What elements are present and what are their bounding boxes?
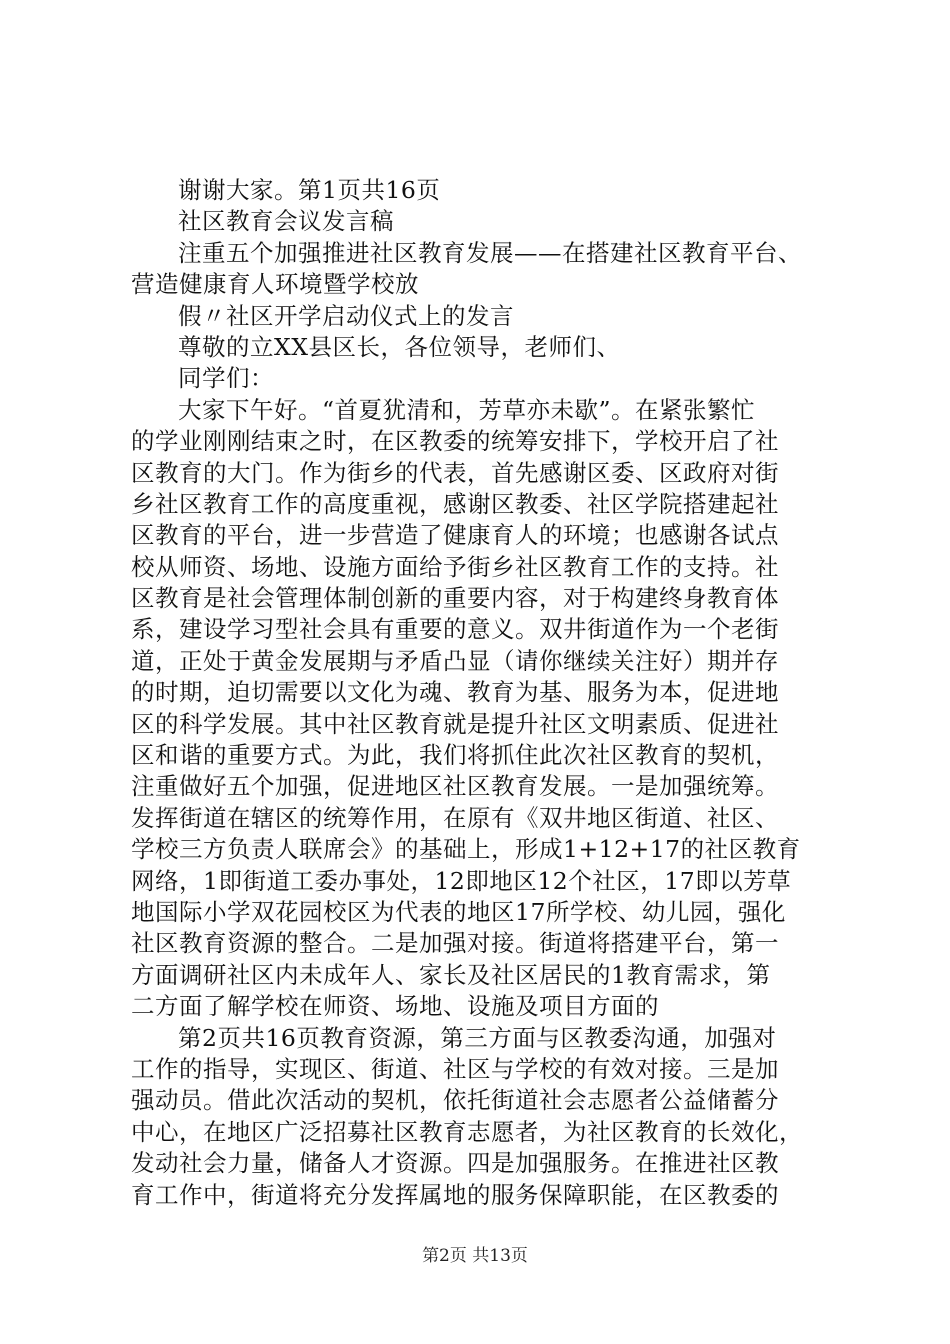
text-line: 同学们： [178, 364, 274, 393]
text-line: 注重做好五个加强，促进地区社区教育发展。一是加强统筹。 [131, 772, 779, 801]
text-line: 工作的指导，实现区、街道、社区与学校的有效对接。三是加 [131, 1054, 779, 1083]
text-line: 第2页共16页教育资源，第三方面与区教委沟通，加强对 [178, 1023, 777, 1052]
text-line: 大家下午好。“首夏犹清和，芳草亦未歇”。在紧张繁忙 [178, 395, 756, 424]
text-line: 区教育的大门。作为街乡的代表，首先感谢区委、区政府对街 [131, 458, 779, 487]
text-line: 营造健康育人环境暨学校放 [131, 270, 419, 299]
text-line: 注重五个加强推进社区教育发展——在搭建社区教育平台、 [178, 238, 802, 267]
text-line: 地国际小学双花园校区为代表的地区17所学校、幼儿园，强化 [131, 897, 786, 926]
text-line: 育工作中，街道将充分发挥属地的服务保障职能，在区教委的 [131, 1180, 779, 1209]
text-line: 区教育的平台，进一步营造了健康育人的环境；也感谢各试点 [131, 521, 779, 550]
page-footer [0, 1244, 950, 1268]
text-line: 假〃社区开学启动仪式上的发言 [178, 301, 514, 330]
text-line: 谢谢大家。第1页共16页 [178, 176, 441, 204]
text-line: 二方面了解学校在师资、场地、设施及项目方面的 [131, 992, 659, 1021]
text-line: 道，正处于黄金发展期与矛盾凸显（请你继续关注好）期并存 [131, 646, 779, 675]
text-line: 方面调研社区内未成年人、家长及社区居民的1教育需求，第 [131, 960, 771, 989]
text-line: 区教育是社会管理体制创新的重要内容，对于构建终身教育体 [131, 584, 779, 613]
text-line: 强动员。借此次活动的契机，依托街道社会志愿者公益储蓄分 [131, 1086, 779, 1115]
text-line: 发动社会力量，储备人才资源。四是加强服务。在推进社区教 [131, 1149, 779, 1178]
page-number-label: 第2页 共13页 [422, 1246, 528, 1266]
text-line: 尊敬的立XX县区长，各位领导，老师们、 [178, 332, 621, 361]
text-line: 发挥街道在辖区的统筹作用，在原有《双井地区街道、社区、 [131, 803, 779, 832]
text-line: 区和谐的重要方式。为此，我们将抓住此次社区教育的契机， [131, 741, 779, 770]
document-body [131, 175, 843, 1211]
text-line: 区的科学发展。其中社区教育就是提升社区文明素质、促进社 [131, 709, 779, 738]
text-line: 网络，1即街道工委办事处，12即地区12个社区，17即以芳草 [131, 866, 792, 895]
text-line: 的学业刚刚结束之时，在区教委的统筹安排下，学校开启了社 [131, 427, 779, 456]
text-line: 的时期，迫切需要以文化为魂、教育为基、服务为本，促进地 [131, 678, 779, 707]
text-line: 社区教育会议发言稿 [178, 207, 394, 236]
text-line: 系，建设学习型社会具有重要的意义。双井街道作为一个老街 [131, 615, 779, 644]
text-line: 乡社区教育工作的高度重视，感谢区教委、社区学院搭建起社 [131, 489, 779, 518]
text-line: 社区教育资源的整合。二是加强对接。街道将搭建平台，第一 [131, 929, 779, 958]
text-line: 学校三方负责人联席会》的基础上，形成1+12+17的社区教育 [131, 835, 801, 864]
text-line: 中心，在地区广泛招募社区教育志愿者，为社区教育的长效化， [131, 1117, 803, 1146]
text-line: 校从师资、场地、设施方面给予街乡社区教育工作的支持。社 [131, 552, 779, 581]
